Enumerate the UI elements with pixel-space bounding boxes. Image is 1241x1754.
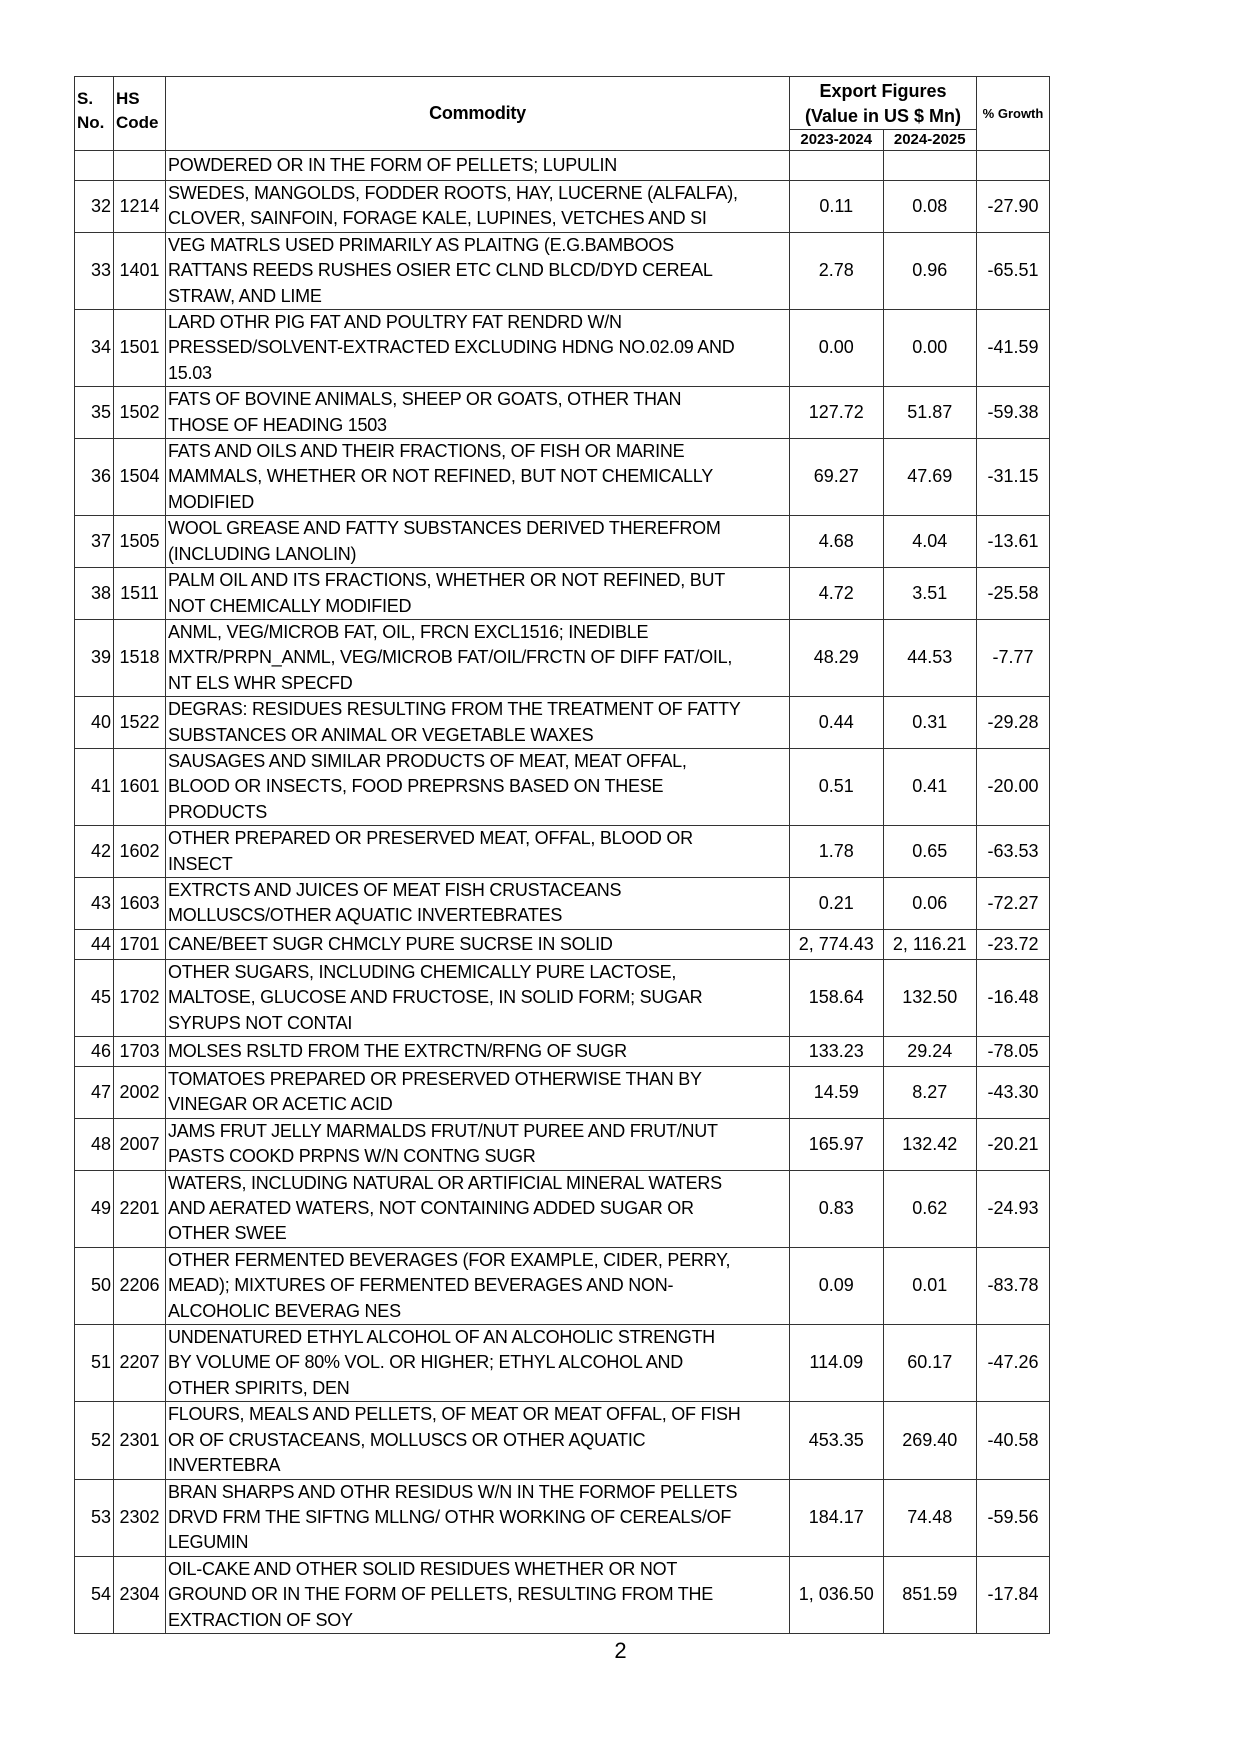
cell-commodity bbox=[166, 1170, 790, 1247]
commodity-line: INSECT bbox=[168, 853, 233, 874]
cell-growth: -20.21 bbox=[977, 1118, 1050, 1170]
cell-commodity bbox=[166, 1247, 790, 1324]
commodity-line: ALCOHOLIC BEVERAG NES bbox=[168, 1300, 401, 1321]
header-year-2024-2025: 2024-2025 bbox=[883, 130, 977, 151]
cell-sno: 53 bbox=[75, 1479, 114, 1556]
cell-hs-code: 1603 bbox=[114, 877, 166, 929]
table-row bbox=[75, 1037, 1050, 1067]
cell-sno: 51 bbox=[75, 1325, 114, 1402]
cell-commodity bbox=[166, 568, 790, 620]
cell-commodity bbox=[166, 959, 790, 1036]
cell-value-2023-2024: 453.35 bbox=[790, 1402, 884, 1479]
cell-growth: -29.28 bbox=[977, 697, 1050, 749]
commodity-line: TOMATOES PREPARED OR PRESERVED OTHERWISE THAN BY bbox=[168, 1069, 702, 1089]
commodity-line: SAUSAGES AND SIMILAR PRODUCTS OF MEAT, MEAT OFFAL, bbox=[168, 750, 687, 771]
commodity-line: OTHER SWEE bbox=[168, 1223, 287, 1244]
cell-hs-code: 2007 bbox=[114, 1118, 166, 1170]
commodity-line: POWDERED OR IN THE FORM OF PELLETS; LUPULIN bbox=[168, 154, 617, 175]
cell-growth: -72.27 bbox=[977, 877, 1050, 929]
commodity-line: EXTRCTS AND JUICES OF MEAT FISH CRUSTACEANS bbox=[168, 879, 622, 900]
commodity-line: THOSE OF HEADING 1503 bbox=[168, 414, 387, 435]
commodity-line: OTHER SUGARS, INCLUDING CHEMICALLY PURE LACTOSE, bbox=[168, 961, 677, 982]
cell-hs-code: 1502 bbox=[114, 387, 166, 439]
cell-value-2023-2024: 0.44 bbox=[790, 697, 884, 749]
cell-value-2024-2025: 0.65 bbox=[883, 826, 977, 878]
cell-commodity bbox=[166, 1037, 790, 1067]
cell-value-2023-2024: 48.29 bbox=[790, 619, 884, 696]
commodity-line: BY VOLUME OF 80% VOL. OR HIGHER; ETHYL ALCOHOL AND bbox=[168, 1352, 683, 1373]
table-row bbox=[75, 310, 1050, 387]
cell-value-2024-2025: 269.40 bbox=[883, 1402, 977, 1479]
table-row bbox=[75, 1556, 1050, 1633]
cell-sno: 33 bbox=[75, 232, 114, 309]
cell-growth: -40.58 bbox=[977, 1402, 1050, 1479]
commodity-line: FLOURS, MEALS AND PELLETS, OF MEAT OR MEAT OFFAL, OF FISH bbox=[168, 1404, 741, 1425]
cell-commodity bbox=[166, 1325, 790, 1402]
cell-sno: 38 bbox=[75, 568, 114, 620]
commodity-line: SUBSTANCES OR ANIMAL OR VEGETABLE WAXES bbox=[168, 724, 594, 745]
cell-growth: -59.56 bbox=[977, 1479, 1050, 1556]
commodity-line: VINEGAR OR ACETIC ACID bbox=[168, 1094, 393, 1115]
cell-commodity bbox=[166, 232, 790, 309]
cell-hs-code: 2201 bbox=[114, 1170, 166, 1247]
commodity-line: VEG MATRLS USED PRIMARILY AS PLAITNG (E.G.BAMBOOS bbox=[168, 234, 674, 255]
commodity-line: BLOOD OR INSECTS, FOOD PREPRSNS BASED ON THESE bbox=[168, 776, 664, 797]
cell-value-2024-2025: 0.00 bbox=[883, 310, 977, 387]
cell-value-2024-2025: 8.27 bbox=[883, 1067, 977, 1119]
cell-hs-code: 1504 bbox=[114, 439, 166, 516]
commodity-line: 15.03 bbox=[168, 362, 212, 383]
cell-hs-code: 2206 bbox=[114, 1247, 166, 1324]
commodity-line: OTHER PREPARED OR PRESERVED MEAT, OFFAL, BLOOD OR bbox=[168, 828, 693, 849]
commodity-line: INVERTEBRA bbox=[168, 1455, 281, 1476]
table-row bbox=[75, 1479, 1050, 1556]
commodity-line: FATS OF BOVINE ANIMALS, SHEEP OR GOATS, OTHER THAN bbox=[168, 389, 682, 410]
cell-value-2023-2024: 133.23 bbox=[790, 1037, 884, 1067]
cell-hs-code: 1702 bbox=[114, 959, 166, 1036]
cell-hs-code: 1701 bbox=[114, 929, 166, 959]
cell-value-2024-2025: 3.51 bbox=[883, 568, 977, 620]
cell-sno: 49 bbox=[75, 1170, 114, 1247]
cell-value-2024-2025: 74.48 bbox=[883, 1479, 977, 1556]
commodity-line: MEAD); MIXTURES OF FERMENTED BEVERAGES AND NON- bbox=[168, 1275, 674, 1296]
commodity-line: WOOL GREASE AND FATTY SUBSTANCES DERIVED THEREFROM bbox=[168, 518, 721, 539]
commodity-line: MAMMALS, WHETHER OR NOT REFINED, BUT NOT CHEMICALLY bbox=[168, 466, 713, 487]
header-sno: S. No. bbox=[75, 77, 114, 151]
commodity-line: CANE/BEET SUGR CHMCLY PURE SUCRSE IN SOLID bbox=[168, 933, 613, 954]
cell-hs-code: 1505 bbox=[114, 516, 166, 568]
table-row bbox=[75, 1118, 1050, 1170]
table-row bbox=[75, 959, 1050, 1036]
cell-value-2023-2024: 165.97 bbox=[790, 1118, 884, 1170]
table-row bbox=[75, 1067, 1050, 1119]
cell-growth: -43.30 bbox=[977, 1067, 1050, 1119]
cell-sno: 39 bbox=[75, 619, 114, 696]
cell-value-2024-2025: 47.69 bbox=[883, 439, 977, 516]
commodity-line: LARD OTHR PIG FAT AND POULTRY FAT RENDRD W/N bbox=[168, 312, 622, 333]
commodity-line: MODIFIED bbox=[168, 491, 254, 512]
commodity-line: PASTS COOKD PRPNS W/N CONTNG SUGR bbox=[168, 1146, 536, 1167]
cell-value-2024-2025: 132.42 bbox=[883, 1118, 977, 1170]
table-row bbox=[75, 619, 1050, 696]
cell-value-2023-2024: 1.78 bbox=[790, 826, 884, 878]
cell-hs-code: 2002 bbox=[114, 1067, 166, 1119]
cell-value-2023-2024: 0.51 bbox=[790, 748, 884, 825]
cell-value-2024-2025: 0.01 bbox=[883, 1247, 977, 1324]
cell-commodity bbox=[166, 877, 790, 929]
table-body bbox=[75, 151, 1050, 1634]
table-row bbox=[75, 929, 1050, 959]
cell-value-2023-2024: 114.09 bbox=[790, 1325, 884, 1402]
commodity-line: MALTOSE, GLUCOSE AND FRUCTOSE, IN SOLID FORM; SUGAR bbox=[168, 987, 703, 1008]
commodity-line: OIL-CAKE AND OTHER SOLID RESIDUES WHETHER OR NOT bbox=[168, 1558, 678, 1579]
cell-commodity bbox=[166, 151, 790, 181]
cell-commodity bbox=[166, 1118, 790, 1170]
cell-value-2024-2025: 51.87 bbox=[883, 387, 977, 439]
cell-value-2024-2025: 132.50 bbox=[883, 959, 977, 1036]
cell-hs-code: 1214 bbox=[114, 181, 166, 233]
cell-hs-code: 1601 bbox=[114, 748, 166, 825]
cell-value-2023-2024: 2, 774.43 bbox=[790, 929, 884, 959]
cell-commodity bbox=[166, 516, 790, 568]
cell-value-2023-2024: 4.72 bbox=[790, 568, 884, 620]
commodity-line: (INCLUDING LANOLIN) bbox=[168, 543, 357, 564]
cell-sno: 41 bbox=[75, 748, 114, 825]
cell-value-2023-2024: 69.27 bbox=[790, 439, 884, 516]
cell-growth: -63.53 bbox=[977, 826, 1050, 878]
cell-value-2023-2024 bbox=[790, 151, 884, 181]
page-number: 2 bbox=[614, 1638, 627, 1663]
cell-value-2024-2025: 0.31 bbox=[883, 697, 977, 749]
commodity-line: UNDENATURED ETHYL ALCOHOL OF AN ALCOHOLIC STRENGTH bbox=[168, 1327, 715, 1348]
cell-growth: -27.90 bbox=[977, 181, 1050, 233]
commodity-line: AND AERATED WATERS, NOT CONTAINING ADDED SUGAR OR bbox=[168, 1198, 694, 1219]
cell-value-2023-2024: 127.72 bbox=[790, 387, 884, 439]
cell-growth bbox=[977, 151, 1050, 181]
cell-commodity bbox=[166, 748, 790, 825]
cell-value-2023-2024: 1, 036.50 bbox=[790, 1556, 884, 1633]
cell-growth: -17.84 bbox=[977, 1556, 1050, 1633]
commodity-line: PRODUCTS bbox=[168, 801, 268, 822]
cell-value-2023-2024: 184.17 bbox=[790, 1479, 884, 1556]
cell-value-2023-2024: 0.21 bbox=[790, 877, 884, 929]
commodity-line: DEGRAS: RESIDUES RESULTING FROM THE TREATMENT OF FATTY bbox=[168, 699, 741, 720]
cell-commodity bbox=[166, 1479, 790, 1556]
export-table bbox=[74, 76, 1050, 1634]
cell-growth: -83.78 bbox=[977, 1247, 1050, 1324]
commodity-line: MOLSES RSLTD FROM THE EXTRCTN/RFNG OF SUGR bbox=[168, 1040, 627, 1061]
cell-sno: 34 bbox=[75, 310, 114, 387]
commodity-line: JAMS FRUT JELLY MARMALDS FRUT/NUT PUREE AND FRUT/NUT bbox=[168, 1120, 718, 1141]
commodity-line: NOT CHEMICALLY MODIFIED bbox=[168, 595, 412, 616]
commodity-line: PALM OIL AND ITS FRACTIONS, WHETHER OR NOT REFINED, BUT bbox=[168, 570, 725, 591]
commodity-line: MOLLUSCS/OTHER AQUATIC INVERTEBRATES bbox=[168, 905, 563, 926]
commodity-line: EXTRACTION OF SOY bbox=[168, 1609, 353, 1630]
cell-hs-code: 1602 bbox=[114, 826, 166, 878]
cell-hs-code: 1401 bbox=[114, 232, 166, 309]
commodity-line: MXTR/PRPN_ANML, VEG/MICROB FAT/OIL/FRCTN OF DIFF FAT/OIL, bbox=[168, 647, 733, 668]
commodity-line: OTHER FERMENTED BEVERAGES (FOR EXAMPLE, CIDER, PERRY, bbox=[168, 1249, 731, 1270]
cell-growth: -24.93 bbox=[977, 1170, 1050, 1247]
cell-hs-code: 2304 bbox=[114, 1556, 166, 1633]
cell-growth: -7.77 bbox=[977, 619, 1050, 696]
cell-sno: 40 bbox=[75, 697, 114, 749]
cell-growth: -41.59 bbox=[977, 310, 1050, 387]
cell-growth: -65.51 bbox=[977, 232, 1050, 309]
cell-commodity bbox=[166, 826, 790, 878]
cell-hs-code: 1501 bbox=[114, 310, 166, 387]
table-row bbox=[75, 181, 1050, 233]
table-row bbox=[75, 439, 1050, 516]
cell-growth: -16.48 bbox=[977, 959, 1050, 1036]
commodity-line: CLOVER, SAINFOIN, FORAGE KALE, LUPINES, VETCHES AND SI bbox=[168, 208, 707, 229]
commodity-line: RATTANS REEDS RUSHES OSIER ETC CLND BLCD/DYD CEREAL bbox=[168, 260, 713, 281]
cell-growth: -20.00 bbox=[977, 748, 1050, 825]
cell-growth: -31.15 bbox=[977, 439, 1050, 516]
cell-value-2023-2024: 0.09 bbox=[790, 1247, 884, 1324]
cell-hs-code bbox=[114, 151, 166, 181]
cell-value-2024-2025: 0.06 bbox=[883, 877, 977, 929]
cell-hs-code: 1522 bbox=[114, 697, 166, 749]
commodity-line: WATERS, INCLUDING NATURAL OR ARTIFICIAL MINERAL WATERS bbox=[168, 1172, 722, 1193]
header-growth: % Growth bbox=[977, 77, 1050, 151]
cell-commodity bbox=[166, 1556, 790, 1633]
table-row bbox=[75, 151, 1050, 181]
cell-growth: -78.05 bbox=[977, 1037, 1050, 1067]
commodity-line: STRAW, AND LIME bbox=[168, 285, 322, 306]
cell-sno bbox=[75, 151, 114, 181]
commodity-line: GROUND OR IN THE FORM OF PELLETS, RESULTING FROM THE bbox=[168, 1584, 714, 1605]
header-export-title: Export Figures bbox=[819, 81, 947, 101]
cell-value-2023-2024: 0.00 bbox=[790, 310, 884, 387]
cell-hs-code: 1518 bbox=[114, 619, 166, 696]
cell-value-2024-2025: 60.17 bbox=[883, 1325, 977, 1402]
cell-sno: 47 bbox=[75, 1067, 114, 1119]
cell-value-2024-2025: 4.04 bbox=[883, 516, 977, 568]
cell-value-2024-2025: 29.24 bbox=[883, 1037, 977, 1067]
cell-growth: -23.72 bbox=[977, 929, 1050, 959]
cell-sno: 35 bbox=[75, 387, 114, 439]
table-row bbox=[75, 1402, 1050, 1479]
cell-commodity bbox=[166, 387, 790, 439]
cell-commodity bbox=[166, 929, 790, 959]
cell-value-2024-2025: 0.41 bbox=[883, 748, 977, 825]
table-row bbox=[75, 568, 1050, 620]
header-export-figures bbox=[790, 77, 977, 130]
cell-commodity bbox=[166, 1067, 790, 1119]
table-row bbox=[75, 232, 1050, 309]
cell-value-2023-2024: 14.59 bbox=[790, 1067, 884, 1119]
cell-sno: 37 bbox=[75, 516, 114, 568]
cell-sno: 54 bbox=[75, 1556, 114, 1633]
cell-hs-code: 2301 bbox=[114, 1402, 166, 1479]
cell-value-2024-2025: 851.59 bbox=[883, 1556, 977, 1633]
cell-sno: 44 bbox=[75, 929, 114, 959]
commodity-line: LEGUMIN bbox=[168, 1532, 249, 1553]
cell-sno: 43 bbox=[75, 877, 114, 929]
table-row bbox=[75, 516, 1050, 568]
cell-sno: 36 bbox=[75, 439, 114, 516]
cell-commodity bbox=[166, 697, 790, 749]
cell-sno: 52 bbox=[75, 1402, 114, 1479]
commodity-line: SWEDES, MANGOLDS, FODDER ROOTS, HAY, LUCERNE (ALFALFA), bbox=[168, 183, 738, 203]
cell-value-2023-2024: 4.68 bbox=[790, 516, 884, 568]
table-row bbox=[75, 1170, 1050, 1247]
cell-value-2023-2024: 0.11 bbox=[790, 181, 884, 233]
header-export-unit: (Value in US $ Mn) bbox=[804, 106, 962, 126]
cell-hs-code: 1703 bbox=[114, 1037, 166, 1067]
cell-value-2023-2024: 0.83 bbox=[790, 1170, 884, 1247]
commodity-line: FATS AND OILS AND THEIR FRACTIONS, OF FISH OR MARINE bbox=[168, 441, 685, 462]
cell-sno: 45 bbox=[75, 959, 114, 1036]
cell-hs-code: 2207 bbox=[114, 1325, 166, 1402]
header-hs-code: HS Code bbox=[114, 77, 166, 151]
cell-sno: 32 bbox=[75, 181, 114, 233]
cell-sno: 50 bbox=[75, 1247, 114, 1324]
commodity-line: DRVD FRM THE SIFTNG MLLNG/ OTHR WORKING OF CEREALS/OF bbox=[168, 1506, 732, 1527]
table-row bbox=[75, 1247, 1050, 1324]
commodity-line: ANML, VEG/MICROB FAT, OIL, FRCN EXCL1516; INEDIBLE bbox=[168, 621, 649, 642]
cell-value-2024-2025: 0.96 bbox=[883, 232, 977, 309]
cell-commodity bbox=[166, 310, 790, 387]
table-row bbox=[75, 387, 1050, 439]
commodity-line: NT ELS WHR SPECFD bbox=[168, 672, 353, 693]
cell-growth: -47.26 bbox=[977, 1325, 1050, 1402]
cell-sno: 46 bbox=[75, 1037, 114, 1067]
cell-commodity bbox=[166, 1402, 790, 1479]
cell-sno: 42 bbox=[75, 826, 114, 878]
header-year-2023-2024: 2023-2024 bbox=[790, 130, 884, 151]
table-row bbox=[75, 1325, 1050, 1402]
cell-value-2024-2025: 0.08 bbox=[883, 181, 977, 233]
cell-value-2024-2025: 2, 116.21 bbox=[883, 929, 977, 959]
cell-value-2024-2025 bbox=[883, 151, 977, 181]
cell-value-2024-2025: 0.62 bbox=[883, 1170, 977, 1247]
cell-hs-code: 2302 bbox=[114, 1479, 166, 1556]
cell-growth: -13.61 bbox=[977, 516, 1050, 568]
cell-sno: 48 bbox=[75, 1118, 114, 1170]
commodity-line: PRESSED/SOLVENT-EXTRACTED EXCLUDING HDNG NO.02.09 AND bbox=[168, 337, 735, 358]
commodity-line: SYRUPS NOT CONTAI bbox=[168, 1012, 353, 1033]
table-row bbox=[75, 748, 1050, 825]
commodity-line: BRAN SHARPS AND OTHR RESIDUS W/N IN THE FORMOF PELLETS bbox=[168, 1481, 738, 1502]
header-commodity: Commodity bbox=[166, 77, 790, 151]
table-row bbox=[75, 697, 1050, 749]
cell-growth: -59.38 bbox=[977, 387, 1050, 439]
commodity-line: OTHER SPIRITS, DEN bbox=[168, 1377, 350, 1398]
table-row bbox=[75, 877, 1050, 929]
cell-commodity bbox=[166, 181, 790, 233]
table-row bbox=[75, 826, 1050, 878]
cell-hs-code: 1511 bbox=[114, 568, 166, 620]
cell-value-2024-2025: 44.53 bbox=[883, 619, 977, 696]
cell-growth: -25.58 bbox=[977, 568, 1050, 620]
cell-value-2023-2024: 158.64 bbox=[790, 959, 884, 1036]
cell-commodity bbox=[166, 439, 790, 516]
cell-value-2023-2024: 2.78 bbox=[790, 232, 884, 309]
cell-commodity bbox=[166, 619, 790, 696]
commodity-line: OR OF CRUSTACEANS, MOLLUSCS OR OTHER AQUATIC bbox=[168, 1429, 646, 1450]
